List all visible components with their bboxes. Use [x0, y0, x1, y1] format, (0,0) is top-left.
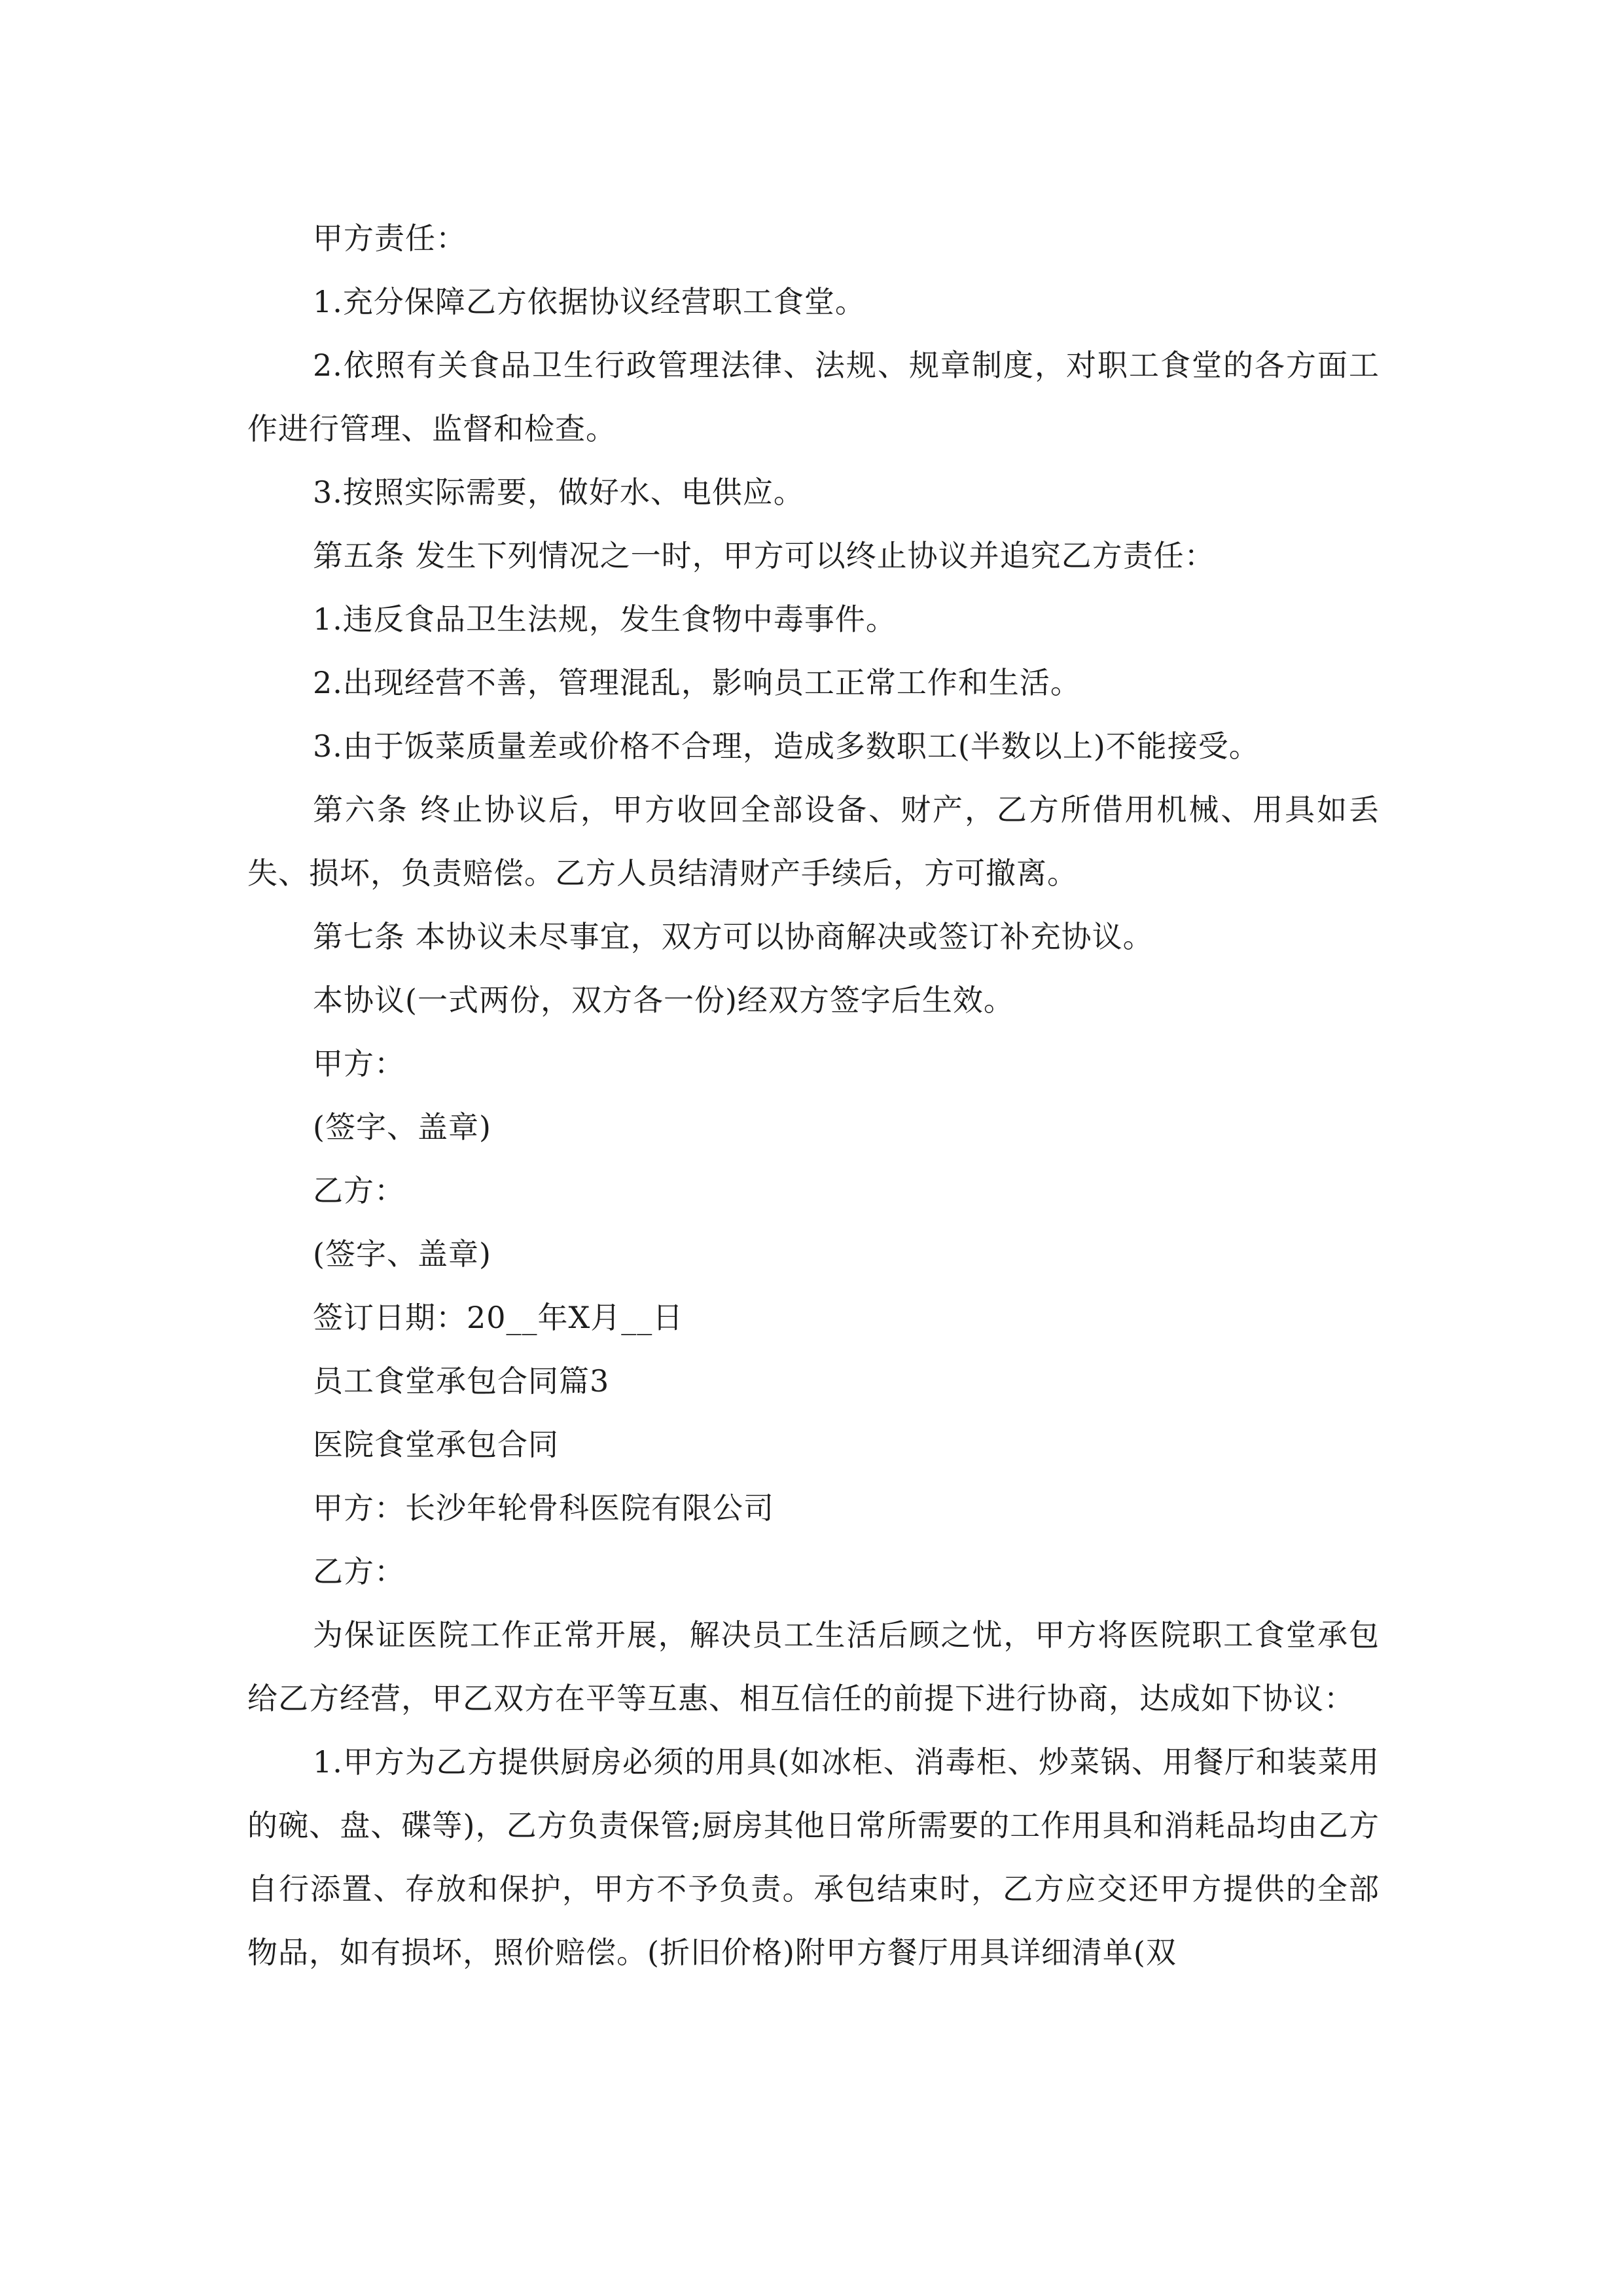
paragraph: 第六条 终止协议后，甲方收回全部设备、财产，乙方所借用机械、用具如丢失、损坏，负责赔偿。乙方人员结清财产手续后，方可撤离。	[247, 792, 1380, 891]
paragraph: 1.充分保障乙方依据协议经营职工食堂。	[313, 284, 866, 319]
paragraph: 甲方：	[313, 1046, 405, 1081]
paragraph: 为保证医院工作正常开展，解决员工生活后顾之忧，甲方将医院职工食堂承包给乙方经营，甲乙双方在平等互惠、相互信任的前提下进行协商，达成如下协议：	[247, 1617, 1380, 1716]
paragraph: 2.出现经营不善，管理混乱，影响员工正常工作和生活。	[313, 665, 1081, 700]
paragraph: (签字、盖章)	[313, 1236, 491, 1272]
paragraph: 员工食堂承包合同篇3	[313, 1363, 610, 1399]
paragraph: 2.依照有关食品卫生行政管理法律、法规、规章制度，对职工食堂的各方面工作进行管理、监督和检查。	[247, 348, 1380, 446]
paragraph: 签订日期：20__年X月__日	[313, 1300, 684, 1335]
document-body	[247, 207, 1380, 1984]
paragraph: 甲方责任：	[313, 221, 467, 256]
paragraph: 1.违反食品卫生法规，发生食物中毒事件。	[313, 601, 897, 637]
paragraph: 医院食堂承包合同	[313, 1427, 559, 1462]
paragraph: 乙方：	[313, 1554, 405, 1589]
paragraph: 甲方：长沙年轮骨科医院有限公司	[313, 1490, 774, 1526]
paragraph: (签字、盖章)	[313, 1109, 491, 1145]
paragraph: 乙方：	[313, 1173, 405, 1208]
paragraph: 第七条 本协议未尽事宜，双方可以协商解决或签订补充协议。	[313, 919, 1154, 954]
paragraph: 3.按照实际需要，做好水、电供应。	[313, 475, 804, 510]
paragraph: 本协议(一式两份，双方各一份)经双方签字后生效。	[313, 982, 1014, 1018]
paragraph: 3.由于饭菜质量差或价格不合理，造成多数职工(半数以上)不能接受。	[313, 728, 1260, 764]
paragraph: 第五条 发生下列情况之一时，甲方可以终止协议并追究乙方责任：	[313, 538, 1215, 573]
paragraph: 1.甲方为乙方提供厨房必须的用具(如冰柜、消毒柜、炒菜锅、用餐厅和装菜用的碗、盘、碟等)，乙方负责保管;厨房其他日常所需要的工作用具和消耗品均由乙方自行添置、存放和保护，甲方不予负责。承包结束时，乙方应交还甲方提供的全部物品，如有损坏，照价赔偿。(折旧价格)附甲方餐厅用具详细清单(双	[247, 1744, 1380, 1970]
